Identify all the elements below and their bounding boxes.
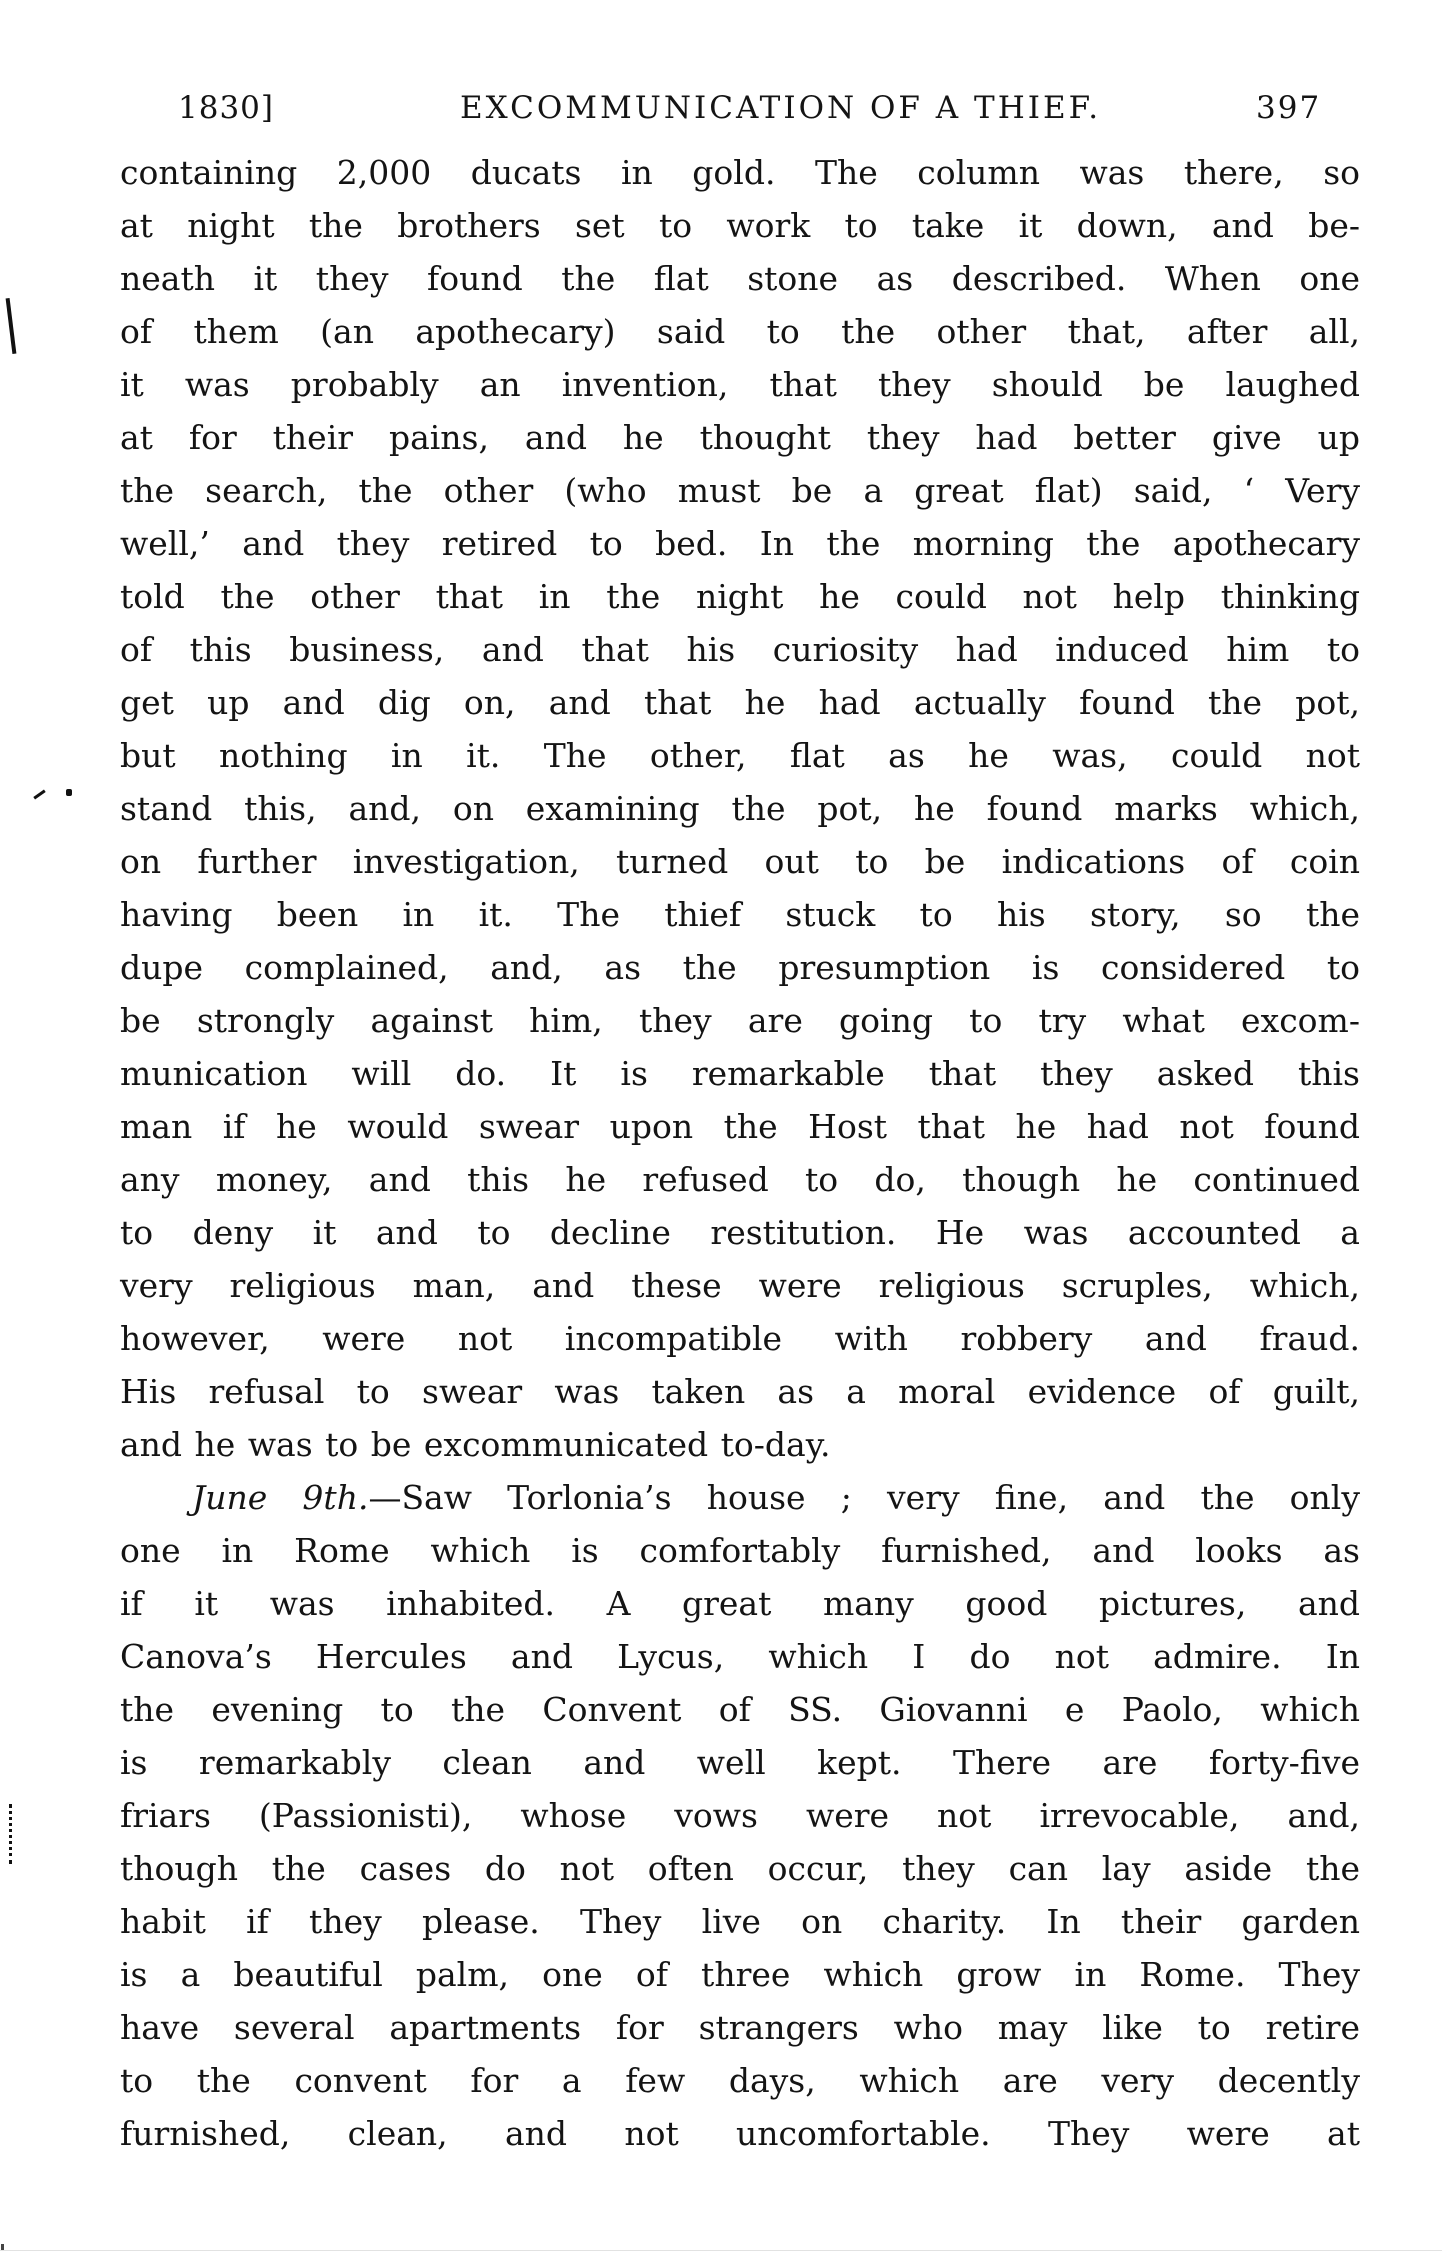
text-line: His refusal to swear was taken as a moral evidence of guilt, xyxy=(120,1372,1360,1411)
text-line: dupe complained, and, as the presumption is considered to xyxy=(120,948,1360,987)
text-line: at for their pains, and he thought they had better give up xyxy=(120,418,1360,457)
text-line: friars (Passionisti), whose vows were not irrevocable, and, xyxy=(120,1796,1360,1835)
text-line: neath it they found the flat stone as described. When one xyxy=(120,259,1360,298)
text-line: though the cases do not often occur, they can lay aside the xyxy=(120,1849,1360,1888)
text-line: stand this, and, on examining the pot, he found marks which, xyxy=(120,789,1360,828)
text-line: furnished, clean, and not uncomfortable. They were at xyxy=(120,2114,1360,2153)
margin-tick-mark xyxy=(33,790,45,800)
header-year: 1830] xyxy=(178,90,274,126)
text-line: Canova’s Hercules and Lycus, which I do not admire. In xyxy=(120,1637,1360,1676)
text-line: and he was to be excommunicated to-day. xyxy=(120,1425,831,1464)
text-line: any money, and this he refused to do, though he continued xyxy=(120,1160,1360,1199)
text-line: very religious man, and these were religious scruples, which, xyxy=(120,1266,1360,1305)
text-line: it was probably an invention, that they should be laughed xyxy=(120,365,1360,404)
running-head xyxy=(0,90,1442,134)
margin-dot-mark xyxy=(66,789,72,796)
text-line: man if he would swear upon the Host that he had not found xyxy=(120,1107,1360,1146)
header-chapter-title: EXCOMMUNICATION OF A THIEF. xyxy=(460,90,1102,126)
margin-pen-stroke-mark xyxy=(6,298,17,354)
text-line: is a beautiful palm, one of three which grow in Rome. They xyxy=(120,1955,1360,1994)
scan-bottom-edge-line xyxy=(0,2250,1442,2251)
text-line: have several apartments for strangers who may like to retire xyxy=(120,2008,1360,2047)
text-line: be strongly against him, they are going to try what excom- xyxy=(120,1001,1360,1040)
header-page-number: 397 xyxy=(1256,90,1322,126)
text-line: the search, the other (who must be a great flat) said, ‘ Very xyxy=(120,471,1360,510)
text-line: of them (an apothecary) said to the other that, after all, xyxy=(120,312,1360,351)
text-line: get up and dig on, and that he had actually found the pot, xyxy=(120,683,1360,722)
text-line: one in Rome which is comfortably furnished, and looks as xyxy=(120,1531,1360,1570)
text-line: is remarkably clean and well kept. There are forty-five xyxy=(120,1743,1360,1782)
text-line-rest: —Saw Torlonia’s house ; very fine, and the only xyxy=(368,1478,1360,1517)
text-line: but nothing in it. The other, flat as he was, could not xyxy=(120,736,1360,775)
text-line: having been in it. The thief stuck to his story, so the xyxy=(120,895,1360,934)
text-line: told the other that in the night he could not help thinking xyxy=(120,577,1360,616)
text-line: habit if they please. They live on charity. In their garden xyxy=(120,1902,1360,1941)
text-line: if it was inhabited. A great many good pictures, and xyxy=(120,1584,1360,1623)
text-line: however, were not incompatible with robbery and fraud. xyxy=(120,1319,1360,1358)
text-line: munication will do. It is remarkable that they asked this xyxy=(120,1054,1360,1093)
text-line: at night the brothers set to work to take it down, and be- xyxy=(120,206,1360,245)
text-line: to the convent for a few days, which are very decently xyxy=(120,2061,1360,2100)
text-line: containing 2,000 ducats in gold. The column was there, so xyxy=(120,153,1360,192)
text-line: well,’ and they retired to bed. In the morning the apothecary xyxy=(120,524,1360,563)
text-line: the evening to the Convent of SS. Giovanni e Paolo, which xyxy=(120,1690,1360,1729)
text-line xyxy=(120,1471,1360,1524)
paragraph-2 xyxy=(120,1471,1360,2160)
text-line: of this business, and that his curiosity had induced him to xyxy=(120,630,1360,669)
paragraph-1 xyxy=(120,146,1360,1471)
diary-date: June 9th. xyxy=(192,1478,369,1517)
margin-dotted-line-mark xyxy=(9,1804,12,1864)
text-line: to deny it and to decline restitution. He was accounted a xyxy=(120,1213,1360,1252)
text-line: on further investigation, turned out to be indications of coin xyxy=(120,842,1360,881)
page-text-block xyxy=(120,146,1360,2160)
